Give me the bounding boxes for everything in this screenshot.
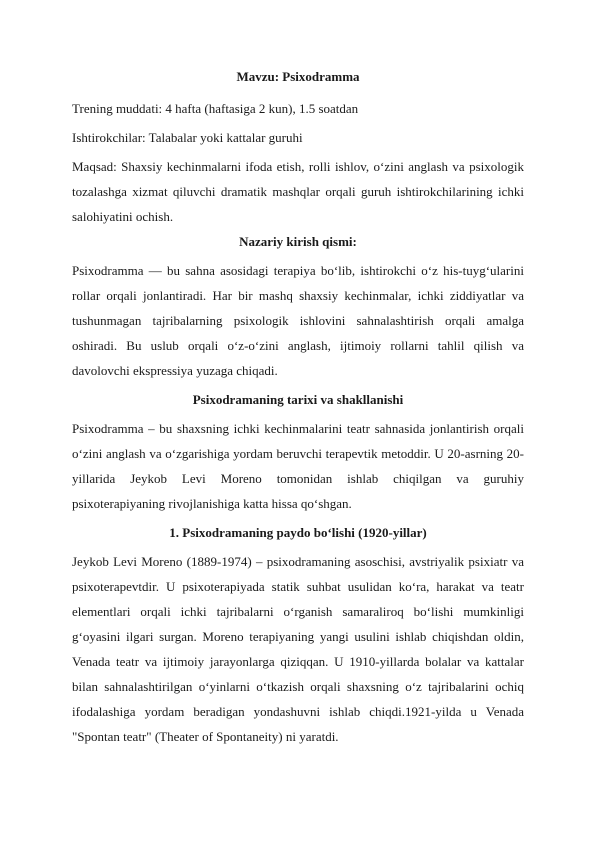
history-paragraph: Psixodramma – bu shaxsning ichki kechinmalarini teatr sahnasida jonlantirish orqali o‘zini anglash va o‘zgarishiga yordam beruvchi terapevtik metoddir. U 20-asrning 20-yillarida Jeykob Levi Moreno tomonidan ishlab chiqilgan va guruhiy psixoterapiyaning rivojlanishiga katta hissa qo‘shgan. bbox=[72, 421, 524, 511]
section-heading-theory: Nazariy kirish qismi: bbox=[239, 234, 357, 249]
section-heading-origin: 1. Psixodramaning paydo bo‘lishi (1920-yillar) bbox=[169, 525, 427, 540]
goal-paragraph: Maqsad: Shaxsiy kechinmalarni ifoda etish, rolli ishlov, o‘zini anglash va psixologik tozalashga xizmat qiluvchi dramatik mashqlar orqali guruh ishtirokchilarining ichki salohiyatini ochish. bbox=[72, 159, 524, 224]
theory-paragraph: Psixodramma — bu sahna asosidagi terapiya bo‘lib, ishtirokchi o‘z his-tuyg‘ularini rollar orqali jonlantiradi. Har bir mashq shaxsiy kechinmalar, ichki ziddiyatlar va tushunmagan tajribalarning psixologik ishlovini sahnalashtirish orqali amalga oshiradi. Bu uslub orqali o‘z-o‘zini anglash, ijtimoiy rollarni tahlil qilish va davolovchi ekspressiya yuzaga chiqadi. bbox=[72, 263, 524, 378]
origin-paragraph: Jeykob Levi Moreno (1889-1974) – psixodramaning asoschisi, avstriyalik psixiatr va psixoterapevtdir. U psixoterapiyada statik suhbat usulidan ko‘ra, harakat va teatr elementlari orqali ichki tajribalarni o‘rganish samaraliroq bo‘lishi mumkinligi g‘oyasini ilgari surgan. Moreno terapiyaning yangi usulini ishlab chiqishdan oldin, Venada teatr va ijtimoiy jarayonlarga qiziqqan. U 1910-yillarda bolalar va kattalar bilan sahnalashtirilgan o‘yinlarni o‘tkazish orqali shaxsning o‘z tajribalarini ochiq ifodalashiga yordam beradigan yondashuvni ishlab chiqdi.1921-yilda u Venada "Spontan teatr" (Theater of Spontaneity) ni yaratdi. bbox=[72, 554, 524, 744]
document-title: Mavzu: Psixodramma bbox=[236, 69, 360, 84]
section-heading-history: Psixodramaning tarixi va shakllanishi bbox=[192, 392, 404, 407]
document-page bbox=[72, 64, 524, 749]
participants-line: Ishtirokchilar: Talabalar yoki kattalar guruhi bbox=[72, 130, 303, 145]
duration-line: Trening muddati: 4 hafta (haftasiga 2 kun), 1.5 soatdan bbox=[72, 101, 359, 116]
